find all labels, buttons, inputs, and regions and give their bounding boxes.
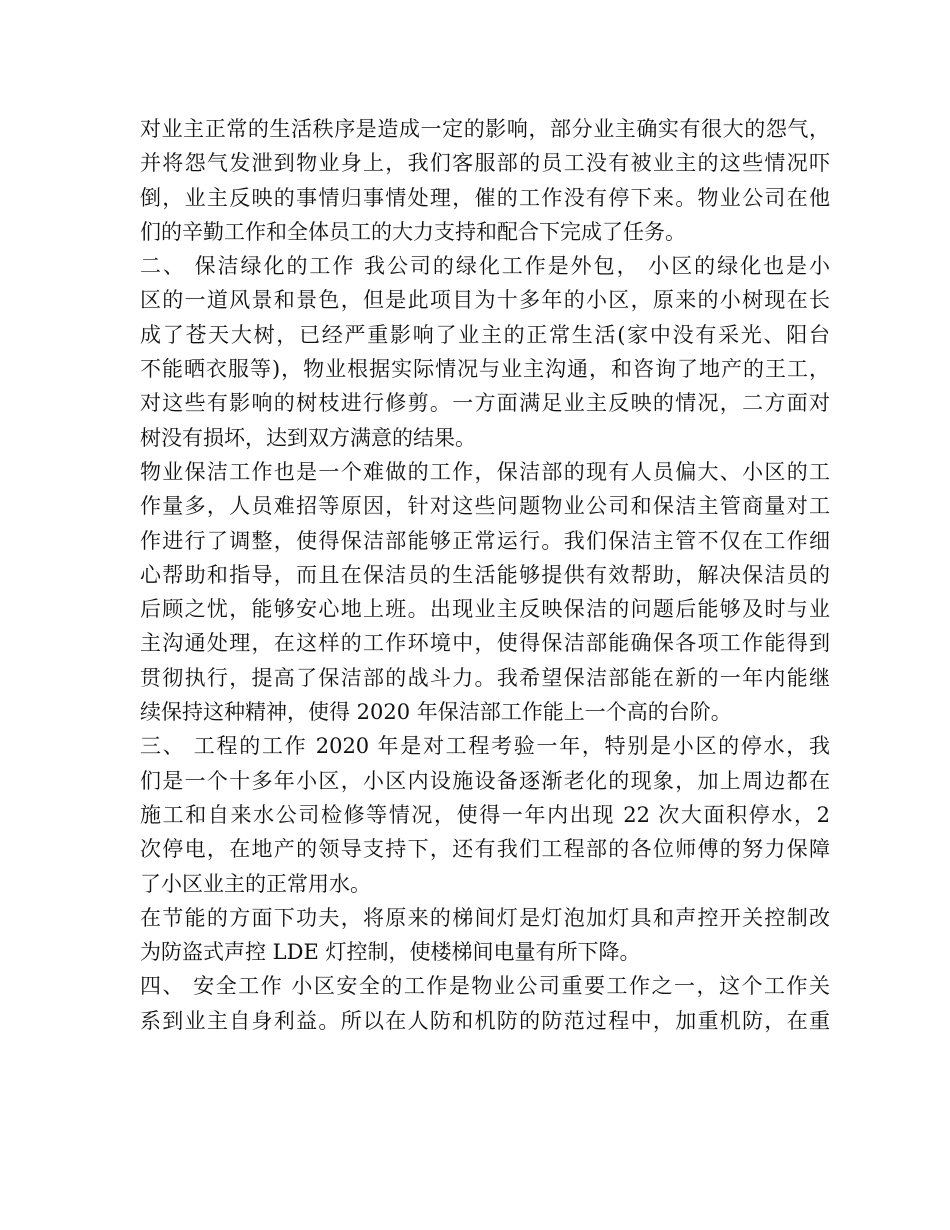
text-line: 们的辛勤工作和全体员工的大力支持和配合下完成了任务。 [140,219,686,244]
text-line: 对这些有影响的树枝进行修剪。一方面满足业主反映的情况，二方面对 [140,391,830,416]
text-line: 对业主正常的生活秩序是造成一定的影响，部分业主确实有很大的怨气， [140,117,830,141]
text-line: 不能晒衣服等)，物业根据实际情况与业主沟通，和咨询了地产的王工， [140,357,830,382]
paragraph-engineering [140,729,830,900]
section-heading-line: 四、 安全工作 小区安全的工作是物业公司重要工作之一，这个工作关 [140,974,830,999]
text-line: 作量多，人员难招等原因，针对这些问题物业公司和保洁主管商量对工 [140,494,830,519]
document-body [140,112,830,1038]
text-line: 作进行了调整，使得保洁部能够正常运行。我们保洁主管不仅在工作细 [140,528,830,553]
paragraph-cleaning-work [140,455,830,729]
text-line: 主沟通处理，在这样的工作环境中，使得保洁部能确保各项工作能得到 [140,631,830,656]
text-line: 后顾之忧，能够安心地上班。出现业主反映保洁的问题后能够及时与业 [140,597,830,622]
paragraph-safety [140,969,830,1038]
text-line: 次停电，在地产的领导支持下，还有我们工程部的各位师傅的努力保障 [140,837,830,862]
section-heading-line: 二、 保洁绿化的工作 我公司的绿化工作是外包， 小区的绿化也是小 [140,254,830,279]
text-line: 施工和自来水公司检修等情况，使得一年内出现 22 次大面积停水，2 [140,802,830,827]
text-line: 贯彻执行，提高了保洁部的战斗力。我希望保洁部能在新的一年内能继 [140,665,830,690]
paragraph-energy-saving [140,901,830,970]
paragraph-customer-service [140,112,830,249]
text-line: 区的一道风景和景色，但是此项目为十多年的小区，原来的小树现在长 [140,288,830,313]
text-line: 了小区业主的正常用水。 [140,871,371,896]
text-line: 并将怨气发泄到物业身上，我们客服部的员工没有被业主的这些情况吓 [140,151,830,176]
text-line: 系到业主自身利益。所以在人防和机防的防范过程中，加重机防，在重 [140,1008,830,1033]
text-line: 心帮助和指导，而且在保洁员的生活能够提供有效帮助，解决保洁员的 [140,562,830,587]
text-line: 物业保洁工作也是一个难做的工作，保洁部的现有人员偏大、小区的工 [140,459,830,484]
text-line: 在节能的方面下功夫，将原来的梯间灯是灯泡加灯具和声控开关控制改 [140,905,830,930]
text-line: 们是一个十多年小区，小区内设施设备逐渐老化的现象，加上周边都在 [140,768,830,793]
paragraph-cleaning-greening [140,249,830,455]
text-line: 续保持这种精神，使得 2020 年保洁部工作能上一个高的台阶。 [140,700,732,725]
text-line: 为防盗式声控 LDE 灯控制，使楼梯间电量有所下降。 [140,940,641,965]
text-line: 树没有损坏，达到双方满意的结果。 [140,425,476,450]
text-line: 倒，业主反映的事情归事情处理，催的工作没有停下来。物业公司在他 [140,185,830,210]
text-line: 成了苍天大树，已经严重影响了业主的正常生活(家中没有采光、阳台 [140,322,830,347]
section-heading-line: 三、 工程的工作 2020 年是对工程考验一年，特别是小区的停水，我 [140,734,830,759]
